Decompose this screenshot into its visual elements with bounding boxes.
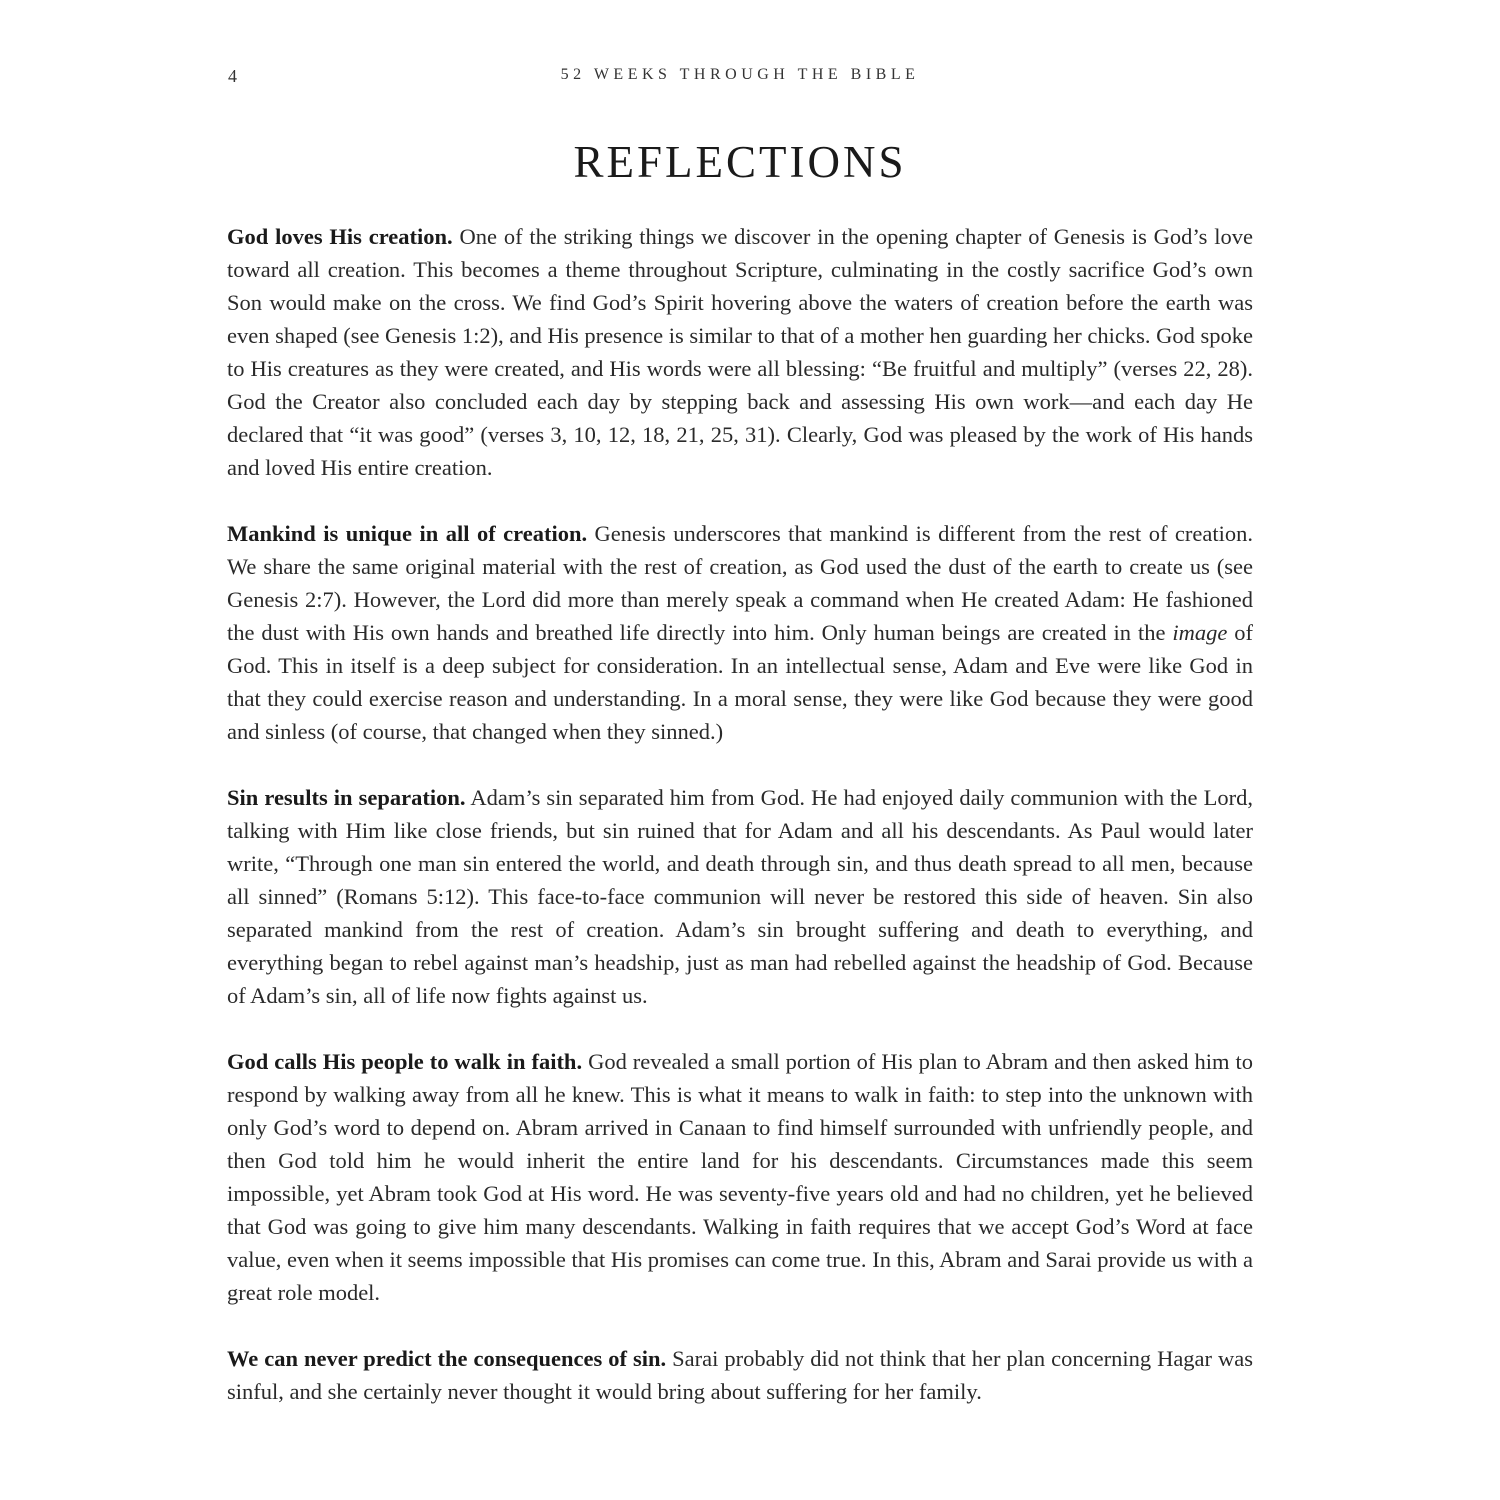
paragraph-emphasis: image [1172,620,1228,645]
paragraph-mankind-unique [227,517,1253,748]
paragraph-walk-in-faith [227,1045,1253,1309]
page-number: 4 [228,66,237,86]
paragraph-lead: God loves His creation. [227,224,453,249]
paragraph-text: One of the striking things we discover in the opening chapter of Genesis is God’s love toward all creation. This becomes a theme throughout Scripture, culminating in the costly sacrifice God’s own Son would make on the cross. We find God’s Spirit hovering above the waters of creation before the earth was even shaped (see Genesis 1:2), and His presence is similar to that of a mother hen guarding her chicks. God spoke to His creatures as they were created, and His words were all blessing: “Be fruitful and multiply” (verses 22, 28). God the Creator also concluded each day by stepping back and assessing His own work—and each day He declared that “it was good” (verses 3, 10, 12, 18, 21, 25, 31). Clearly, God was pleased by the work of His hands and loved His entire creation. [227,224,1253,480]
paragraph-text: Genesis underscores that mankind is different from the rest of creation. We share the same original material with the rest of creation, as God used the dust of the earth to create us (see Genesis 2:7). However, the Lord did more than merely speak a command when He created Adam: He fashioned the dust with His own hands and breathed life directly into him. Only human beings are created in the [227,521,1253,645]
paragraph-text: Sarai probably did not think that her plan concerning Hagar was sinful, and she certainly never thought it would bring about suffering for her family. [227,1346,1254,1404]
paragraph-lead: Mankind is unique in all of creation. [227,521,588,546]
paragraph-text: God revealed a small portion of His plan to Abram and then asked him to respond by walking away from all he knew. This is what it means to walk in faith: to step into the unknown with only God’s word to depend on. Abram arrived in Canaan to find himself surrounded with unfriendly people, and then God told him he would inherit the entire land for his descendants. Circumstances made this seem impossible, yet Abram took God at His word. He was seventy-five years old and had no children, yet he believed that God was going to give him many descendants. Walking in faith requires that we accept God’s Word at face value, even when it seems impossible that His promises can come true. In this, Abram and Sarai provide us with a great role model. [227,1049,1253,1305]
paragraph-lead: Sin results in separation. [227,785,466,810]
body-text [227,220,1253,1441]
paragraph-consequences-of-sin [227,1342,1253,1408]
paragraph-text: Adam’s sin separated him from God. He had enjoyed daily communion with the Lord, talking with Him like close friends, but sin ruined that for Adam and all his descendants. As Paul would later write, “Through one man sin entered the world, and death through sin, and thus death spread to all men, because all sinned” (Romans 5:12). This face-to-face communion will never be restored this side of heaven. Sin also separated mankind from the rest of creation. Adam’s sin brought suffering and death to everything, and everything began to rebel against man’s headship, just as man had rebelled against the headship of God. Because of Adam’s sin, all of life now fights against us. [227,785,1253,1008]
paragraph-sin-separation [227,781,1253,1012]
paragraph-lead: We can never predict the consequences of sin. [227,1346,667,1371]
paragraph-lead: God calls His people to walk in faith. [227,1049,583,1074]
paragraph-text: of God. This in itself is a deep subject for consideration. In an intellectual sense, Adam and Eve were like God in that they could exercise reason and understanding. In a moral sense, they were like God because they were good and sinless (of course, that changed when they sinned.) [227,620,1253,744]
paragraph-god-loves-creation [227,220,1253,484]
page-title: REFLECTIONS [573,137,907,187]
running-head: 52 WEEKS THROUGH THE BIBLE [560,66,920,83]
